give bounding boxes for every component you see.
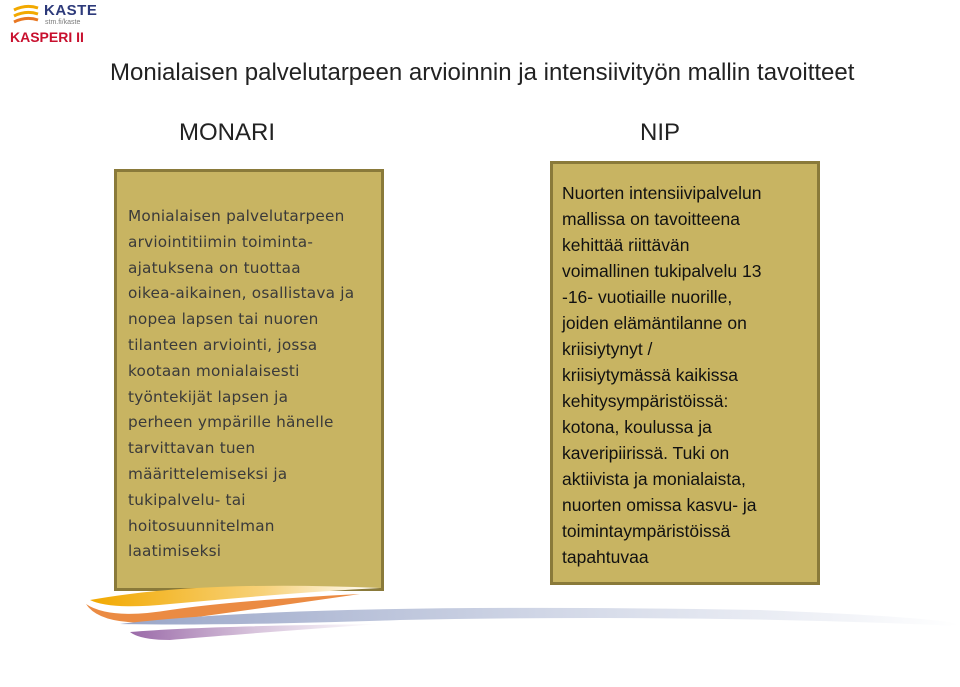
nip-box	[550, 161, 820, 585]
monari-description: Monialaisen palvelutarpeen arviointitiimin toiminta- ajatuksena on tuottaa oikea-aikainen, osallistava ja nopea lapsen tai nuoren tilanteen arviointi, jossa kootaan monialaisesti työntekijät lapsen ja perheen ympärille hänelle tarvittavan tuen määrittelemiseksi ja tukipalvelu- tai hoitosuunnitelman laatimiseksi	[128, 207, 355, 561]
kaste-logo-mark-icon	[12, 4, 40, 26]
page-title: Monialaisen palvelutarpeen arvioinnin ja intensiivityön mallin tavoitteet	[110, 59, 855, 86]
nip-description: Nuorten intensiivipalvelun mallissa on tavoitteena kehittää riittävän voimallinen tukipalvelu 13 -16- vuotiaille nuorille, joiden elämäntilanne on kriisiytynyt / kriisiytymässä kaikissa kehitysympäristöissä: kotona, koulussa ja kaveripiirissä. Tuki on aktiivista ja monialaista, nuorten omissa kasvu- ja toimintaympäristöissä tapahtuvaa	[562, 183, 762, 567]
right-column-heading: NIP	[640, 119, 681, 146]
logo-tagline: stm.fi/kaste	[45, 19, 81, 26]
decorative-swoosh	[0, 580, 960, 687]
monari-box	[114, 169, 384, 591]
logo-subtitle: KASPERI II	[10, 29, 84, 45]
logo-name: KASTE	[44, 2, 98, 19]
kaste-logo	[8, 2, 118, 46]
left-column-heading: MONARI	[179, 119, 275, 146]
